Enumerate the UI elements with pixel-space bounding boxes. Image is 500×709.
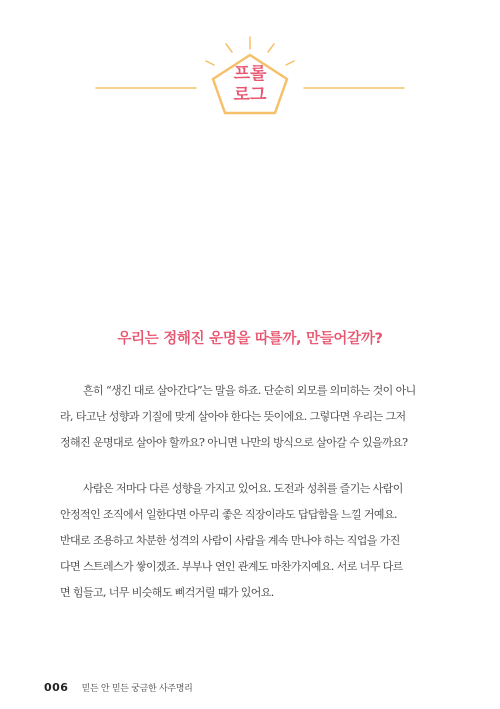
chapter-badge-label — [213, 64, 287, 106]
text-line: 흔히 “생긴 대로 살아간다”는 말을 하죠. 단순히 외모를 의미하는 것이 아니 — [83, 384, 416, 397]
page-footer — [44, 676, 193, 695]
text-line: 사람은 저마다 다른 성향을 가지고 있어요. 도전과 성취를 즐기는 사람이 — [83, 482, 403, 495]
running-book-title: 믿든 안 믿든 궁금한 사주명리 — [81, 684, 193, 694]
upper-left-ray — [226, 44, 232, 52]
side-right-ray — [286, 61, 294, 65]
paragraph-2 — [60, 476, 450, 606]
page-number: 006 — [44, 681, 69, 694]
paragraph-1 — [60, 378, 450, 456]
upper-right-ray — [268, 44, 274, 52]
badge-line-2: 로그 — [233, 85, 267, 105]
badge-line-1: 프롤 — [233, 64, 267, 84]
text-line: 다면 스트레스가 쌓이겠죠. 부부나 연인 관계도 마찬가지예요. 서로 너무 다르 — [60, 560, 403, 573]
body-text — [60, 378, 450, 626]
text-line: 반대로 조용하고 차분한 성격의 사람이 사람을 계속 만나야 하는 직업을 가진 — [60, 534, 400, 547]
text-line: 안정적인 조직에서 일한다면 아무리 좋은 직장이라도 답답함을 느낄 거예요. — [60, 508, 397, 521]
text-line: 면 힘들고, 너무 비슷해도 삐걱거릴 때가 있어요. — [60, 586, 274, 599]
text-line: 라, 타고난 성향과 기질에 맞게 살아야 한다는 뜻이에요. 그렇다면 우리는 그저 — [60, 410, 406, 423]
text-line: 정해진 운명대로 살아야 할까요? 아니면 나만의 방식으로 살아갈 수 있을까요? — [60, 436, 408, 449]
chapter-question: 우리는 정해진 운명을 따를까, 만들어갈까? — [117, 331, 383, 347]
